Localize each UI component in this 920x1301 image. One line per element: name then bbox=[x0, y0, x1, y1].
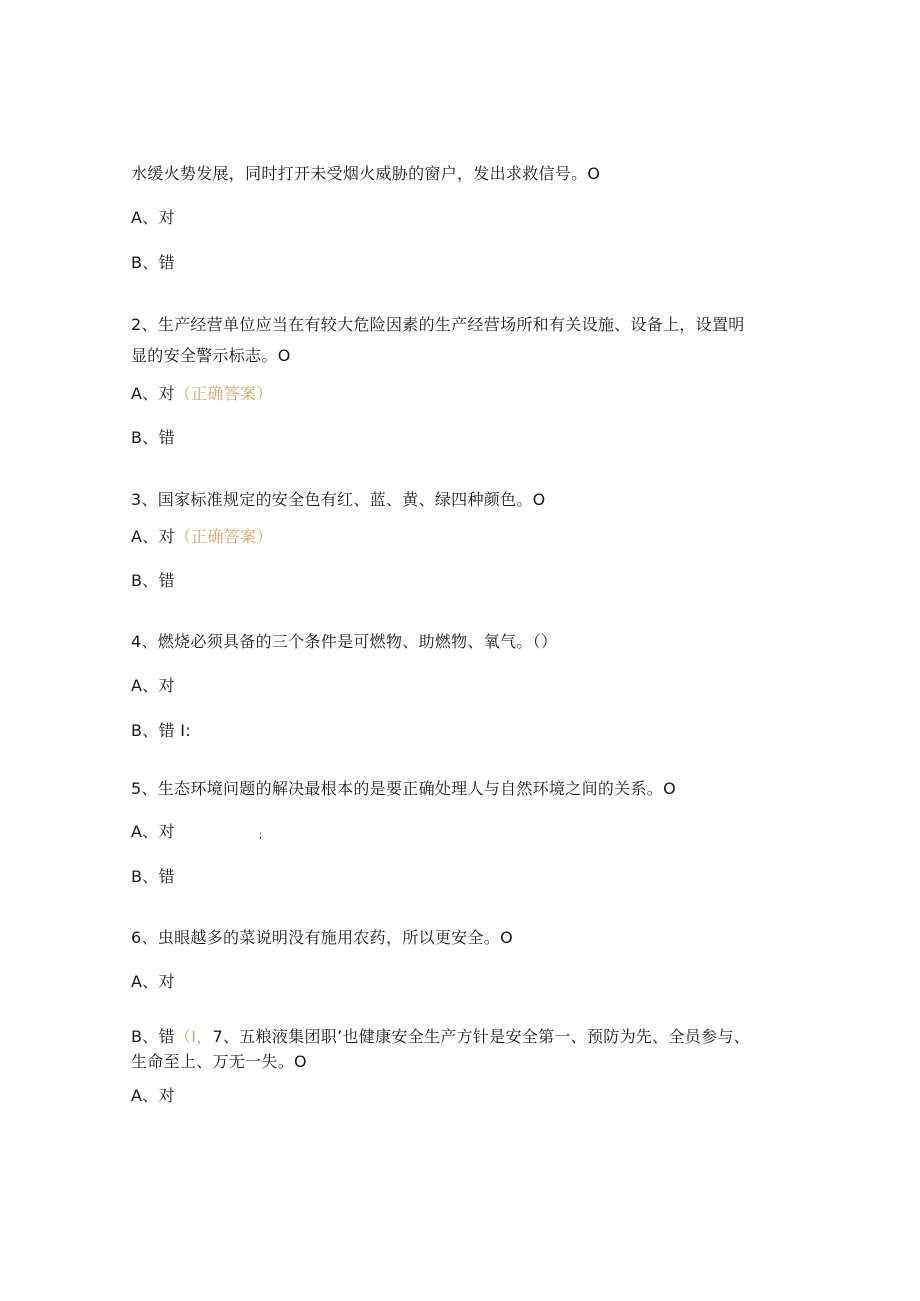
q5-option-b[interactable]: B、错 bbox=[131, 867, 175, 886]
q3-correct-answer-tag: （正确答案） bbox=[174, 527, 273, 546]
q4-option-b[interactable]: B、错 I: bbox=[131, 721, 191, 740]
stray-mark: ; bbox=[259, 830, 263, 841]
q2-correct-answer-tag: （正确答案） bbox=[174, 384, 273, 403]
q2-option-a-label: A、对 bbox=[131, 384, 175, 403]
q6-option-a[interactable]: A、对 bbox=[131, 972, 175, 991]
q1-option-b[interactable]: B、错 bbox=[131, 253, 175, 272]
q2-option-b[interactable]: B、错 bbox=[131, 428, 175, 447]
q7-option-a[interactable]: A、对 bbox=[131, 1086, 175, 1105]
q2-text-line1: 2、生产经营单位应当在有较大危险因素的生产经营场所和有关设施、设备上，设置明 bbox=[131, 315, 745, 334]
q3-option-b[interactable]: B、错 bbox=[131, 571, 175, 590]
q4-text: 4、燃烧必须具备的三个条件是可燃物、助燃物、氧气。（） bbox=[131, 632, 558, 651]
q3-text: 3、国家标准规定的安全色有红、蓝、黄、绿四种颜色。O bbox=[131, 490, 546, 509]
q4-option-a[interactable]: A、对 bbox=[131, 676, 175, 695]
q5-text: 5、生态环境问题的解决最根本的是要正确处理人与自然环境之间的关系。O bbox=[131, 779, 676, 798]
q1-option-a[interactable]: A、对 bbox=[131, 208, 175, 227]
q2-text-line2: 显的安全警示标志。O bbox=[131, 346, 291, 365]
q3-option-a-label: A、对 bbox=[131, 527, 175, 546]
q1-continuation: 水缓火势发展，同时打开未受烟火威胁的窗户，发出求救信号。O bbox=[131, 164, 601, 183]
q7-text-line1: 7、五粮液集团职’也健康安全生产方针是安全第一、预防为先、全员参与、 bbox=[212, 1027, 750, 1046]
q7-text-line2: 生命至上、万无一失。O bbox=[131, 1052, 307, 1071]
q6-option-b-label[interactable]: B、错 bbox=[131, 1027, 175, 1046]
q5-option-a[interactable]: A、对 bbox=[131, 822, 175, 841]
q2-option-a[interactable] bbox=[131, 384, 273, 404]
q6-answer-tag-fragment: （I， bbox=[174, 1027, 213, 1046]
q3-option-a[interactable] bbox=[131, 527, 273, 547]
q6-option-b-and-q7-text bbox=[131, 1027, 750, 1047]
q6-text: 6、虫眼越多的菜说明没有施用农药，所以更安全。O bbox=[131, 928, 513, 947]
